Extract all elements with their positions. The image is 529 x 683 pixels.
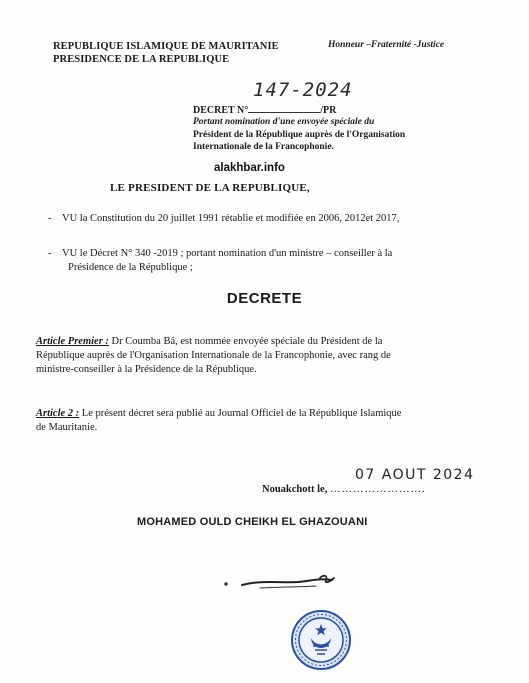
presidential-seal-icon bbox=[289, 608, 353, 672]
article-text: République auprès de l'Organisation Internationale de la Francophonie, avec rang de bbox=[36, 350, 391, 361]
article-text: de Mauritanie. bbox=[36, 422, 98, 433]
article-first bbox=[36, 335, 391, 377]
bullet-dash: - bbox=[48, 248, 52, 259]
visa-item bbox=[48, 212, 399, 226]
visa-item bbox=[48, 247, 392, 275]
subject-line: Président de la République auprès de l'Organisation bbox=[193, 129, 406, 140]
visa-text: Présidence de la République ; bbox=[68, 262, 193, 273]
article-label: Article 2 : bbox=[36, 408, 80, 419]
article-text: Dr Coumba Bâ, est nommée envoyée spéciale du Président de la bbox=[108, 336, 383, 347]
decree-number-handwritten: 147-2024 bbox=[253, 79, 353, 101]
visa-text: VU le Décret N° 340 -2019 ; portant nomination d'un ministre – conseiller à la bbox=[62, 248, 393, 259]
visa-text: VU la Constitution du 20 juillet 1991 rétablie et modifiée en 2006, 2012et 2017, bbox=[62, 213, 400, 224]
article-label: Article Premier : bbox=[36, 336, 109, 347]
decree-number-line bbox=[193, 103, 336, 116]
subject-line: Portant nomination d'une envoyée spéciale du bbox=[193, 117, 375, 127]
republic-name: REPUBLIQUE ISLAMIQUE DE MAURITANIE bbox=[53, 41, 279, 52]
article-text: Le présent décret sera publié au Journal Officiel de la République Islamique bbox=[79, 408, 402, 419]
signing-date-stamp: 07 AOUT 2024 bbox=[355, 467, 475, 483]
decree-number-blank bbox=[248, 103, 320, 113]
signing-place: Nouakchott le, bbox=[262, 484, 328, 495]
article-second bbox=[36, 407, 401, 435]
decrete-heading: DECRETE bbox=[226, 290, 303, 307]
signer-name: MOHAMED OULD CHEIKH EL GHAZOUANI bbox=[137, 516, 368, 528]
decree-subject bbox=[193, 116, 405, 154]
signing-date-dots: ……………………. bbox=[329, 484, 426, 495]
handwritten-signature bbox=[220, 566, 370, 602]
national-motto: Honneur –Fraternité -Justice bbox=[328, 40, 445, 50]
signing-place-line bbox=[262, 484, 426, 495]
article-text: ministre-conseiller à la Présidence de la République. bbox=[36, 364, 257, 375]
presidency-name: PRESIDENCE DE LA REPUBLIQUE bbox=[53, 54, 230, 65]
subject-line: Internationale de la Francophonie. bbox=[193, 142, 334, 152]
decree-suffix: /PR bbox=[320, 105, 337, 116]
bullet-dash: - bbox=[48, 213, 52, 224]
source-watermark: alakhbar.info bbox=[214, 162, 285, 174]
decree-label: DECRET N° bbox=[193, 105, 249, 116]
issuing-authority bbox=[53, 40, 279, 66]
president-heading: LE PRESIDENT DE LA REPUBLIQUE, bbox=[110, 182, 310, 194]
